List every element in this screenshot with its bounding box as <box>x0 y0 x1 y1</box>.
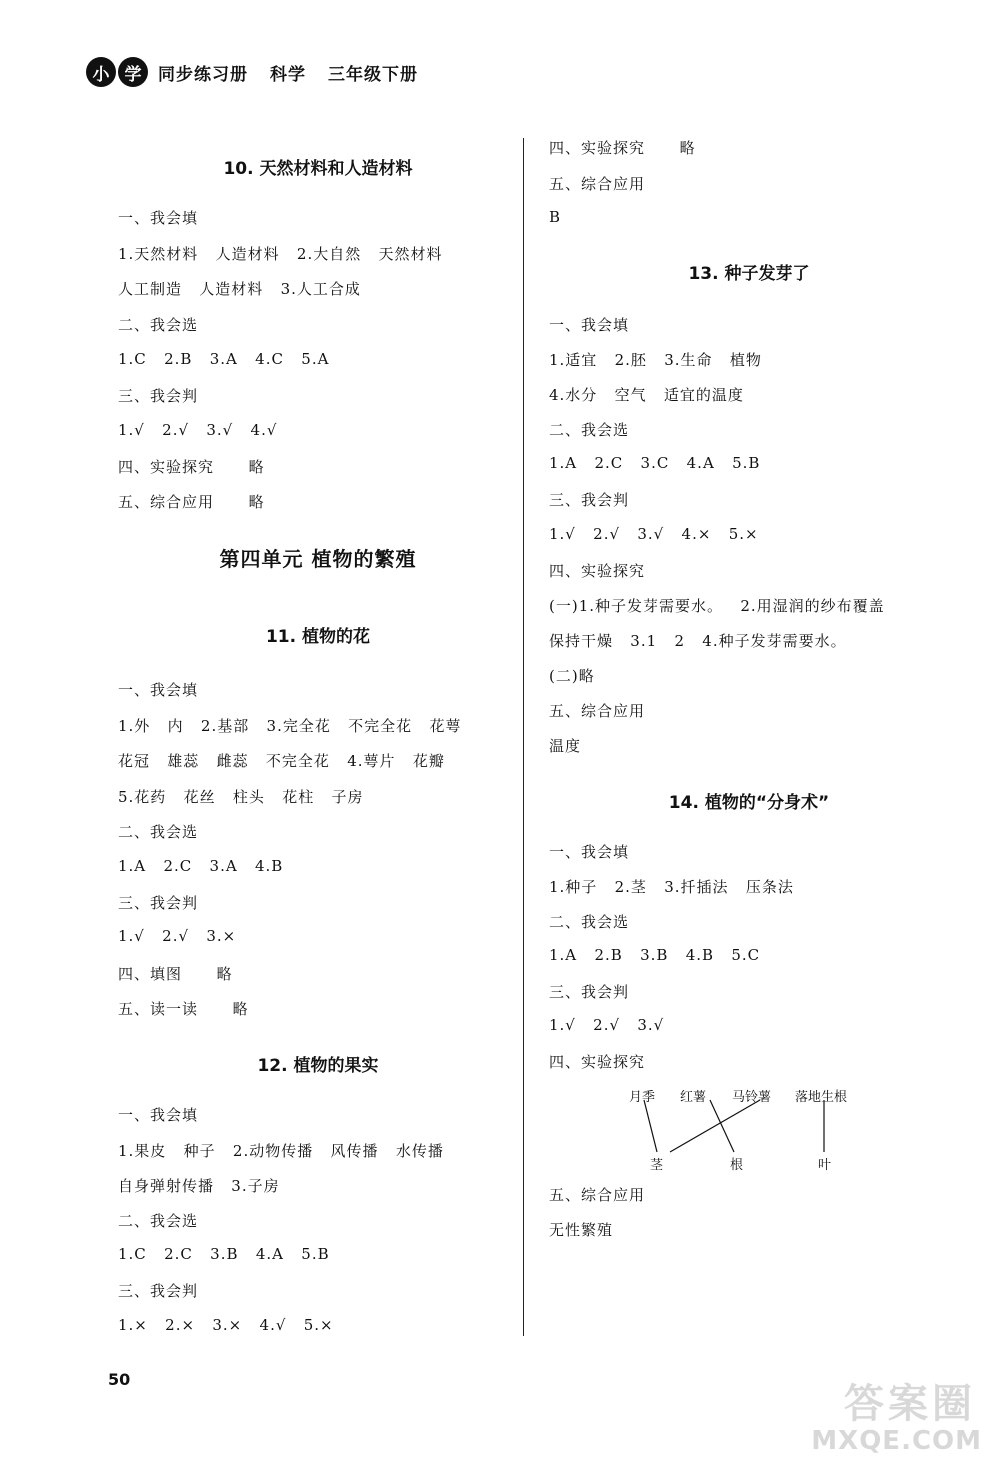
answer-line: 保持干燥 3.1 2 4.种子发芽需要水。 <box>549 632 847 650</box>
section-title-13: 13. 种子发芽了 <box>688 264 810 284</box>
answer-line: 1.适宜 2.胚 3.生命 植物 <box>549 351 762 369</box>
answer-line: 三、我会判 <box>118 1282 199 1300</box>
answer-line: 1.果皮 种子 2.动物传播 风传播 水传播 <box>118 1142 444 1160</box>
column-divider <box>523 138 524 1336</box>
answer-line: 1.天然材料 人造材料 2.大自然 天然材料 <box>118 245 443 263</box>
answer-line: 1.√ 2.√ 3.√ <box>549 1016 665 1034</box>
answer-line: 温度 <box>549 737 582 755</box>
answer-line: 四、实验探究 <box>549 1053 646 1071</box>
answer-line: 三、我会判 <box>549 983 630 1001</box>
unit-title: 第四单元 植物的繁殖 <box>219 547 417 571</box>
answer-line: 1.C 2.B 3.A 4.C 5.A <box>118 350 330 368</box>
link-malingshu-jing <box>670 1100 760 1152</box>
answer-line: 二、我会选 <box>549 421 630 439</box>
answer-line: 5.花药 花丝 柱头 花柱 子房 <box>118 788 364 806</box>
diagram-bottom-label: 根 <box>730 1158 744 1173</box>
answer-line: 1.C 2.C 3.B 4.A 5.B <box>118 1245 330 1263</box>
answer-line: (一)1.种子发芽需要水。 2.用湿润的纱布覆盖 <box>549 597 885 615</box>
answer-line: 四、填图 略 <box>118 965 233 983</box>
page-header <box>86 52 418 92</box>
answer-line: 五、读一读 略 <box>118 1000 249 1018</box>
answer-line: 一、我会填 <box>118 681 199 699</box>
answer-line: 五、综合应用 <box>549 1186 646 1204</box>
answer-line: 三、我会判 <box>118 387 199 405</box>
section-title-12: 12. 植物的果实 <box>257 1056 379 1076</box>
logo-char-2: 学 <box>118 57 148 87</box>
answer-line: 花冠 雄蕊 雌蕊 不完全花 4.萼片 花瓣 <box>118 752 445 770</box>
answer-line: 二、我会选 <box>118 823 199 841</box>
matching-diagram <box>612 1080 872 1175</box>
answer-line: 1.√ 2.√ 3.√ 4.× 5.× <box>549 525 759 543</box>
answer-line: 四、实验探究 略 <box>118 458 265 476</box>
answer-line: 一、我会填 <box>549 316 630 334</box>
answer-line: 自身弹射传播 3.子房 <box>118 1177 280 1195</box>
grade-label: 三年级下册 <box>328 64 418 85</box>
answer-line: 二、我会选 <box>118 316 199 334</box>
answer-line: 四、实验探究 <box>549 562 646 580</box>
answer-line: 1.种子 2.茎 3.扦插法 压条法 <box>549 878 794 896</box>
answer-line: 1.外 内 2.基部 3.完全花 不完全花 花萼 <box>118 717 462 735</box>
answer-line: 五、综合应用 略 <box>118 493 265 511</box>
answer-line: 三、我会判 <box>549 491 630 509</box>
diagram-top-label: 马铃薯 <box>732 1090 772 1105</box>
answer-line: 1.A 2.C 3.A 4.B <box>118 857 284 875</box>
answer-line: 无性繁殖 <box>549 1221 614 1239</box>
watermark <box>782 1372 982 1456</box>
answer-line: 四、实验探究 略 <box>549 139 696 157</box>
answer-line: 4.水分 空气 适宜的温度 <box>549 386 744 404</box>
answer-line: 一、我会填 <box>118 209 199 227</box>
answer-line: 五、综合应用 <box>549 175 646 193</box>
section-title-11: 11. 植物的花 <box>265 627 371 647</box>
answer-line: 1.× 2.× 3.× 4.√ 5.× <box>118 1316 334 1334</box>
answer-line: 三、我会判 <box>118 894 199 912</box>
answer-line: 1.√ 2.√ 3.× <box>118 927 237 945</box>
logo-char-1: 小 <box>86 57 116 87</box>
answer-line: 人工制造 人造材料 3.人工合成 <box>118 280 361 298</box>
diagram-bottom-label: 茎 <box>650 1158 664 1173</box>
answer-line: 五、综合应用 <box>549 702 646 720</box>
link-hongshu-gen <box>710 1100 734 1152</box>
diagram-top-label: 月季 <box>629 1090 656 1105</box>
page-number: 50 <box>108 1370 131 1389</box>
diagram-bottom-label: 叶 <box>818 1158 832 1173</box>
link-yueji-jing <box>644 1100 657 1152</box>
answer-line: 二、我会选 <box>118 1212 199 1230</box>
section-title-10: 10. 天然材料和人造材料 <box>223 159 413 179</box>
answer-line: 二、我会选 <box>549 913 630 931</box>
book-title: 同步练习册 <box>158 64 248 85</box>
section-title-14: 14. 植物的“分身术” <box>668 793 830 813</box>
answer-line: 一、我会填 <box>549 843 630 861</box>
diagram-top-label: 红薯 <box>680 1090 707 1105</box>
subject-label: 科学 <box>270 64 306 85</box>
answer-line: 1.A 2.B 3.B 4.B 5.C <box>549 946 761 964</box>
watermark-logo-text: 答案圈 <box>844 1381 976 1427</box>
diagram-top-label: 落地生根 <box>795 1090 848 1105</box>
answer-line: (二)略 <box>549 667 595 685</box>
answer-line: B <box>549 208 562 226</box>
answer-line: 1.√ 2.√ 3.√ 4.√ <box>118 421 278 439</box>
answer-line: 一、我会填 <box>118 1106 199 1124</box>
answer-line: 1.A 2.C 3.C 4.A 5.B <box>549 454 761 472</box>
watermark-url: MXQE.COM <box>811 1426 982 1456</box>
